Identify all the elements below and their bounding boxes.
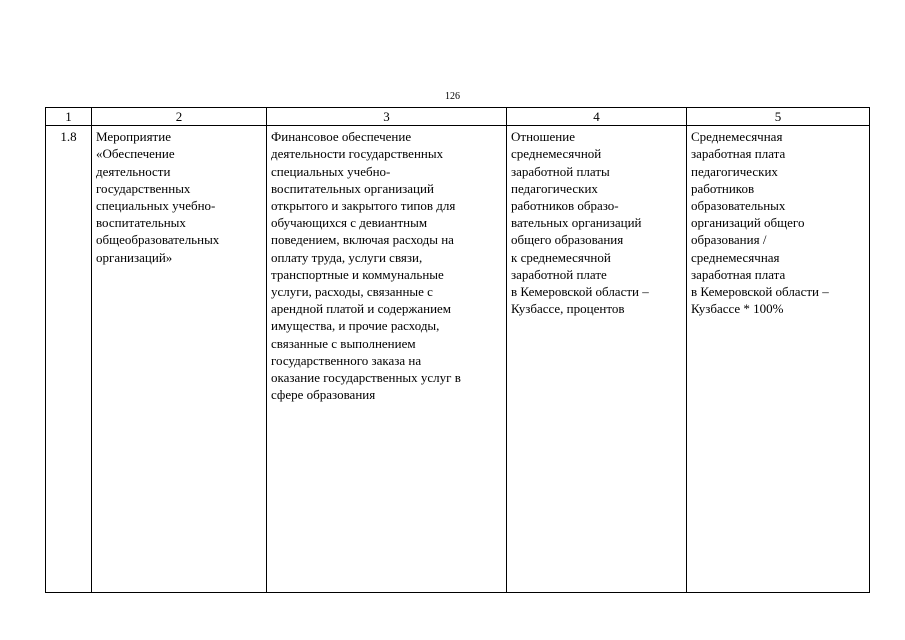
cell-line: арендной платой и содержанием (271, 301, 452, 317)
formula-cell (687, 126, 870, 593)
cell-line: специальных учебно- (271, 163, 391, 179)
row-number: 1.8 (60, 129, 77, 145)
cell-line: педагогических (691, 163, 778, 179)
cell-line: образования / (691, 232, 767, 248)
cell-line: специальных учебно- (96, 198, 216, 214)
cell-line: Кузбассе, процентов (511, 301, 625, 317)
cell-line: среднемесячной (511, 146, 602, 162)
cell-line: педагогических (511, 180, 598, 196)
event-name-cell (92, 126, 267, 593)
cell-line: оплату труда, услуги связи, (271, 249, 423, 265)
cell-line: общеобразовательных (96, 232, 220, 248)
cell-line: оказание государственных услуг в (271, 370, 461, 386)
description-text (267, 126, 506, 403)
cell-line: транспортные и коммунальные (271, 266, 444, 282)
cell-line: деятельности (96, 163, 171, 179)
cell-line: воспитательных (96, 215, 186, 231)
indicator-name-cell (507, 126, 687, 593)
cell-line: работников (691, 180, 755, 196)
cell-line: образовательных (691, 198, 786, 214)
cell-line: организаций» (96, 249, 173, 265)
cell-line: работников образо- (511, 198, 619, 214)
page-number: 126 (445, 91, 460, 102)
header-cell: 3 (267, 108, 507, 126)
cell-line: в Кемеровской области – (691, 284, 829, 300)
header-cell: 4 (507, 108, 687, 126)
cell-line: «Обеспечение (96, 146, 175, 162)
cell-line: заработная плата (691, 266, 786, 282)
cell-line: к среднемесячной (511, 249, 611, 265)
cell-line: имущества, и прочие расходы, (271, 318, 440, 334)
cell-line: связанные с выполнением (271, 335, 416, 351)
cell-line: Финансовое обеспечение (271, 129, 412, 145)
cell-line: заработная плата (691, 146, 786, 162)
row-number-cell (46, 126, 92, 593)
cell-line: открытого и закрытого типов для (271, 198, 456, 214)
table-row (46, 126, 870, 593)
header-cell: 5 (687, 108, 870, 126)
header-cell: 2 (92, 108, 267, 126)
description-cell (267, 126, 507, 593)
indicator-name-text (507, 126, 686, 317)
cell-line: Отношение (511, 129, 575, 145)
cell-line: заработной платы (511, 163, 610, 179)
formula-text (687, 126, 869, 317)
cell-line: в Кемеровской области – (511, 284, 649, 300)
cell-line: Среднемесячная (691, 129, 783, 145)
cell-line: поведением, включая расходы на (271, 232, 454, 248)
cell-line: государственного заказа на (271, 352, 422, 368)
cell-line: обучающихся с девиантным (271, 215, 428, 231)
event-name-text (92, 126, 266, 266)
cell-line: организаций общего (691, 215, 805, 231)
cell-line: заработной плате (511, 266, 607, 282)
cell-line: вательных организаций (511, 215, 642, 231)
cell-line: общего образования (511, 232, 624, 248)
cell-line: воспитательных организаций (271, 180, 434, 196)
header-cell: 1 (46, 108, 92, 126)
cell-line: сфере образования (271, 387, 376, 403)
cell-line: Кузбассе * 100% (691, 301, 784, 317)
cell-line: среднемесячная (691, 249, 780, 265)
cell-line: деятельности государственных (271, 146, 444, 162)
indicator-table (45, 107, 870, 593)
cell-line: государственных (96, 180, 191, 196)
cell-line: Мероприятие (96, 129, 171, 145)
cell-line: услуги, расходы, связанные с (271, 284, 433, 300)
table-header-row (46, 108, 870, 126)
